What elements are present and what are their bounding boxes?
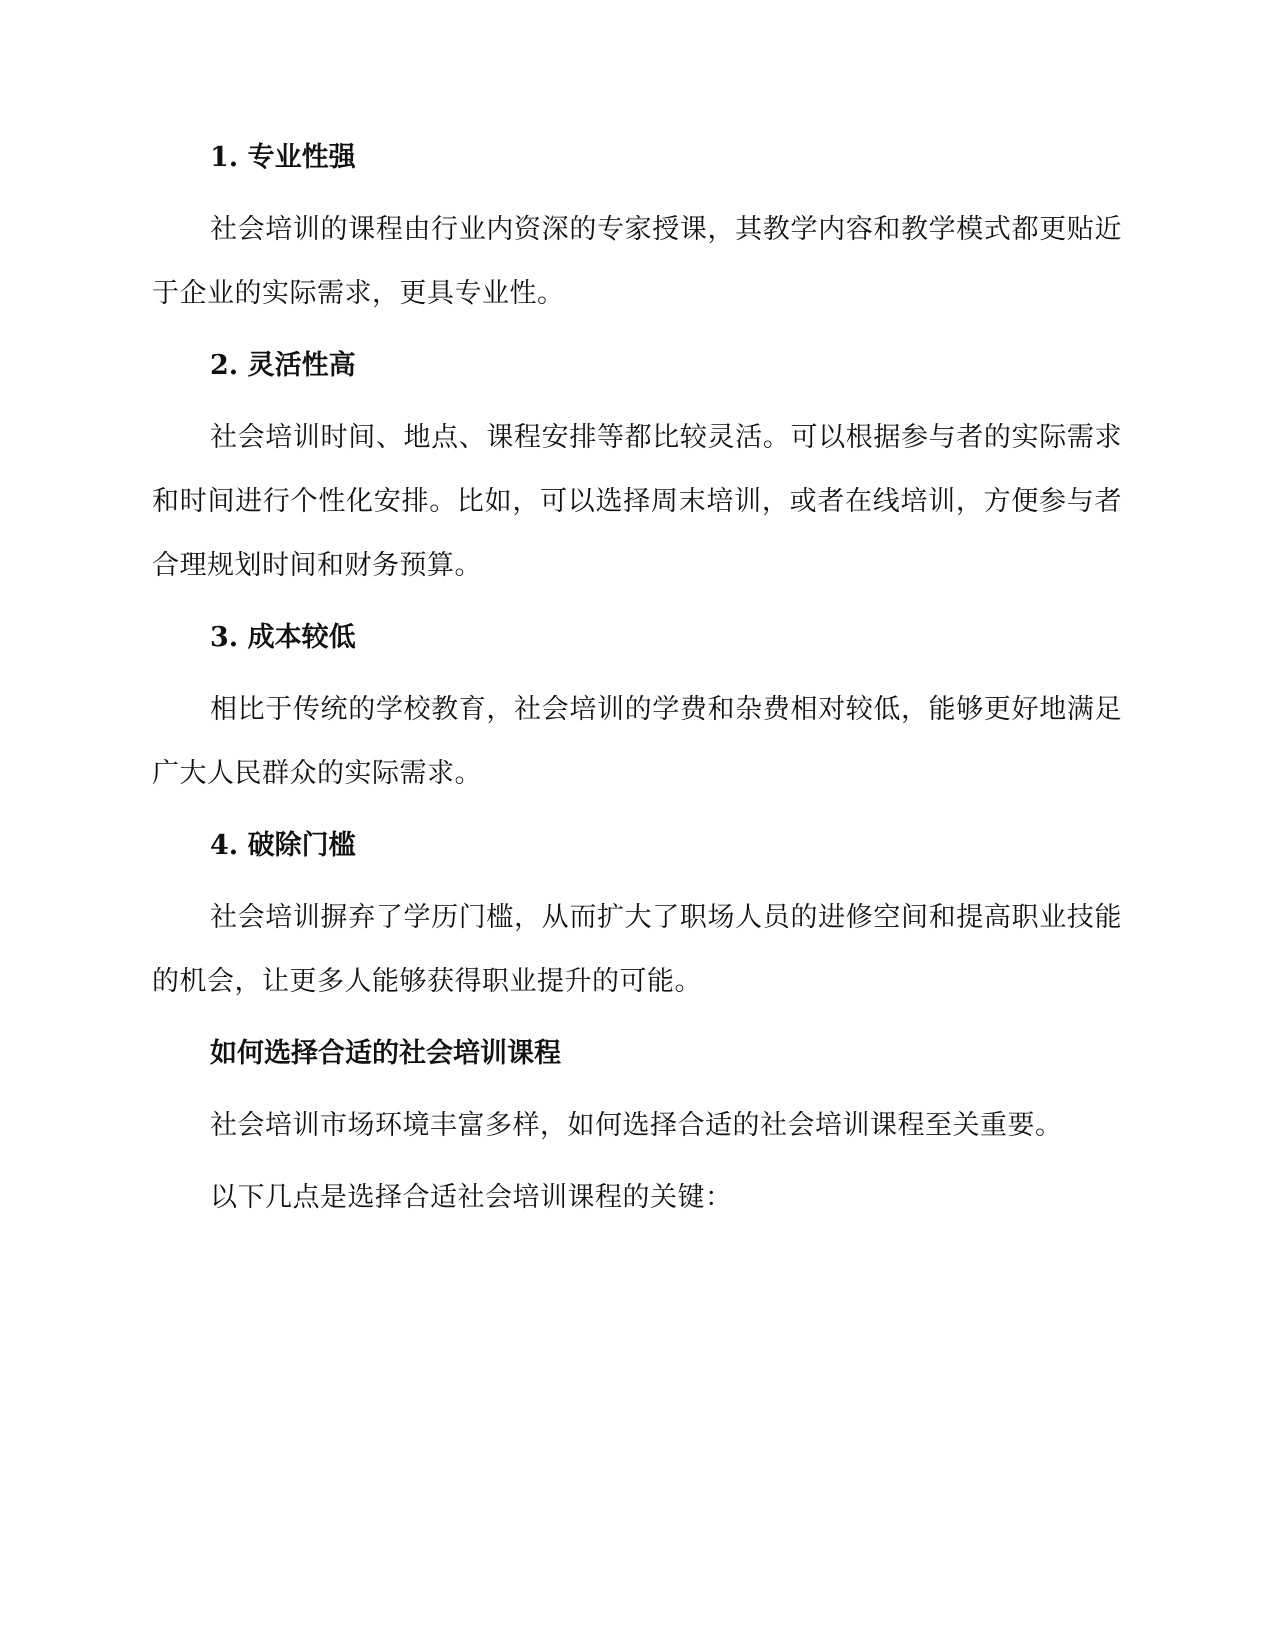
- section-paragraph-no-threshold: 社会培训摒弃了学历门槛，从而扩大了职场人员的进修空间和提高职业技能的机会，让更多人能够获得职业提升的可能。: [152, 902, 1122, 997]
- section-paragraph-flexible: 社会培训时间、地点、课程安排等都比较灵活。可以根据参与者的实际需求和时间进行个性化安排。比如，可以选择周末培训，或者在线培训，方便参与者合理规划时间和财务预算。: [152, 422, 1122, 581]
- section-heading-no-threshold: 4. 破除门槛: [210, 830, 356, 861]
- section-heading-flexible: 2. 灵活性高: [210, 350, 356, 381]
- section-heading-how-to-choose: 如何选择合适的社会培训课程: [210, 1038, 561, 1069]
- section-heading-low-cost: 3. 成本较低: [210, 622, 356, 653]
- section-paragraph-how-to-choose: 社会培训市场环境丰富多样，如何选择合适的社会培训课程至关重要。: [210, 1110, 1063, 1141]
- section-paragraph-professional: 社会培训的课程由行业内资深的专家授课，其教学内容和教学模式都更贴近于企业的实际需求，更具专业性。: [152, 214, 1122, 309]
- section-paragraph-low-cost: 相比于传统的学校教育，社会培训的学费和杂费相对较低，能够更好地满足广大人民群众的实际需求。: [152, 694, 1122, 789]
- section-heading-professional: 1. 专业性强: [210, 142, 356, 173]
- document-body: [152, 138, 1122, 1250]
- closing-paragraph: 以下几点是选择合适社会培训课程的关键：: [210, 1182, 733, 1213]
